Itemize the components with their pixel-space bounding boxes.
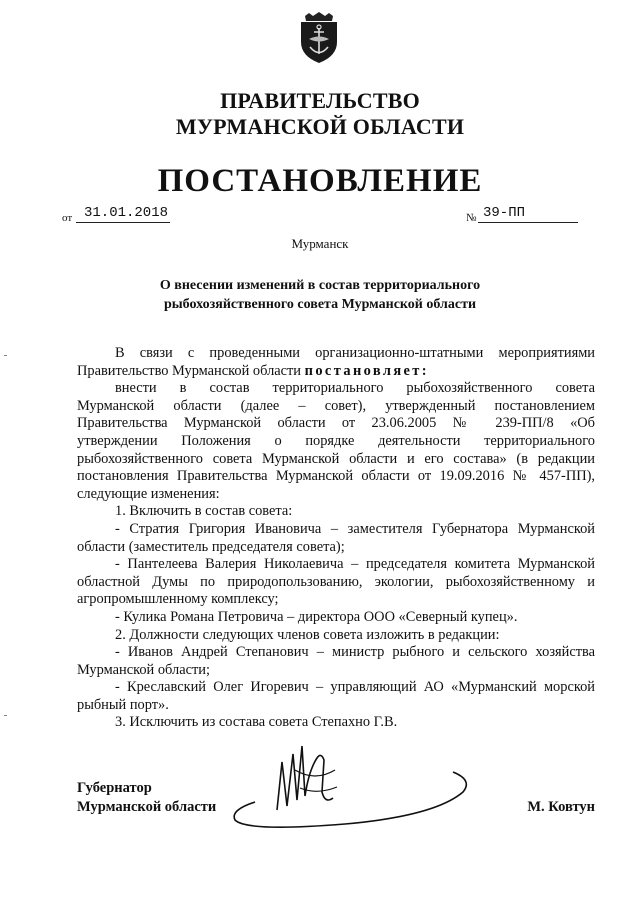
- list-item: 1. Включить в состав совета:: [115, 503, 293, 520]
- list-item: - Креславский Олег Игоревич – управляющий АО «Мурманский морской: [115, 679, 595, 696]
- handwritten-signature-icon: [225, 740, 475, 830]
- list-item: - Стратия Григория Ивановича – заместителя Губернатора Мурманской: [115, 520, 595, 537]
- margin-mark: [4, 355, 7, 356]
- list-item: - Иванов Андрей Степанович – министр рыбного и сельского хозяйства: [115, 644, 595, 661]
- resolves-word: постановляет: [304, 362, 422, 379]
- list-item: - Кулика Романа Петровича – директора ООО «Северный купец».: [115, 608, 518, 625]
- subject-line1: О внесении изменений в состав территориального: [159, 278, 481, 293]
- number-prefix: №: [466, 212, 477, 224]
- body-line: рыбохозяйственного совета Мурманской области и его состава» (в редакции: [77, 450, 595, 467]
- body-line: внести в состав территориального рыбохозяйственного совета: [115, 380, 595, 397]
- subject-line2: рыбохозяйственного совета Мурманской области: [163, 297, 477, 312]
- murmansk-coat-of-arms-icon: [295, 12, 343, 64]
- city-name: Мурманск: [291, 236, 349, 251]
- body-line: Мурманской области (далее – совет), утвержденный постановлением: [77, 397, 595, 414]
- body-line: В связи с проведенными организационно-штатными мероприятиями: [115, 345, 595, 361]
- body-line: [77, 363, 595, 381]
- list-item: области (заместитель председателя совета);: [77, 538, 345, 555]
- document-number: 39-ПП: [483, 205, 526, 221]
- signatory-position-line1: Губернатор: [77, 780, 152, 796]
- list-item: 3. Исключить из состава совета Степахно Г.В.: [115, 714, 398, 731]
- list-item: рыбный порт».: [77, 696, 169, 713]
- body-text-fragment: Правительство Мурманской области: [77, 362, 302, 379]
- colon: :: [421, 362, 427, 379]
- number-underline: [478, 222, 578, 223]
- body-line: утверждении Положения о порядке деятельности территориального: [77, 432, 595, 449]
- document-type-title: ПОСТАНОВЛЕНИЕ: [157, 163, 483, 199]
- document-body: [77, 345, 595, 732]
- margin-mark: [4, 715, 7, 716]
- list-item: областной Думы по природопользованию, экологии, рыбохозяйственному и: [77, 573, 595, 590]
- list-item: - Пантелеева Валерия Николаевича – председателя комитета Мурманской: [115, 556, 595, 573]
- body-line: следующие изменения:: [77, 485, 220, 502]
- list-item: 2. Должности следующих членов совета изложить в редакции:: [115, 626, 500, 643]
- body-line: Правительства Мурманской области от 23.06.2005 № 239-ПП/8 «Об: [77, 415, 595, 432]
- body-line: постановления Правительства Мурманской области от 19.09.2016 № 457-ПП),: [77, 468, 595, 485]
- date-prefix: от: [62, 212, 73, 224]
- document-date: 31.01.2018: [84, 205, 169, 221]
- org-name-line1: ПРАВИТЕЛЬСТВО: [220, 88, 420, 113]
- list-item: Мурманской области;: [77, 661, 210, 678]
- list-item: агропромышленному комплексу;: [77, 591, 279, 608]
- org-name-line2: МУРМАНСКОЙ ОБЛАСТИ: [175, 114, 465, 139]
- signatory-position-line2: Мурманской области: [77, 799, 217, 815]
- date-underline: [76, 222, 170, 223]
- signatory-name: М. Ковтун: [527, 799, 595, 815]
